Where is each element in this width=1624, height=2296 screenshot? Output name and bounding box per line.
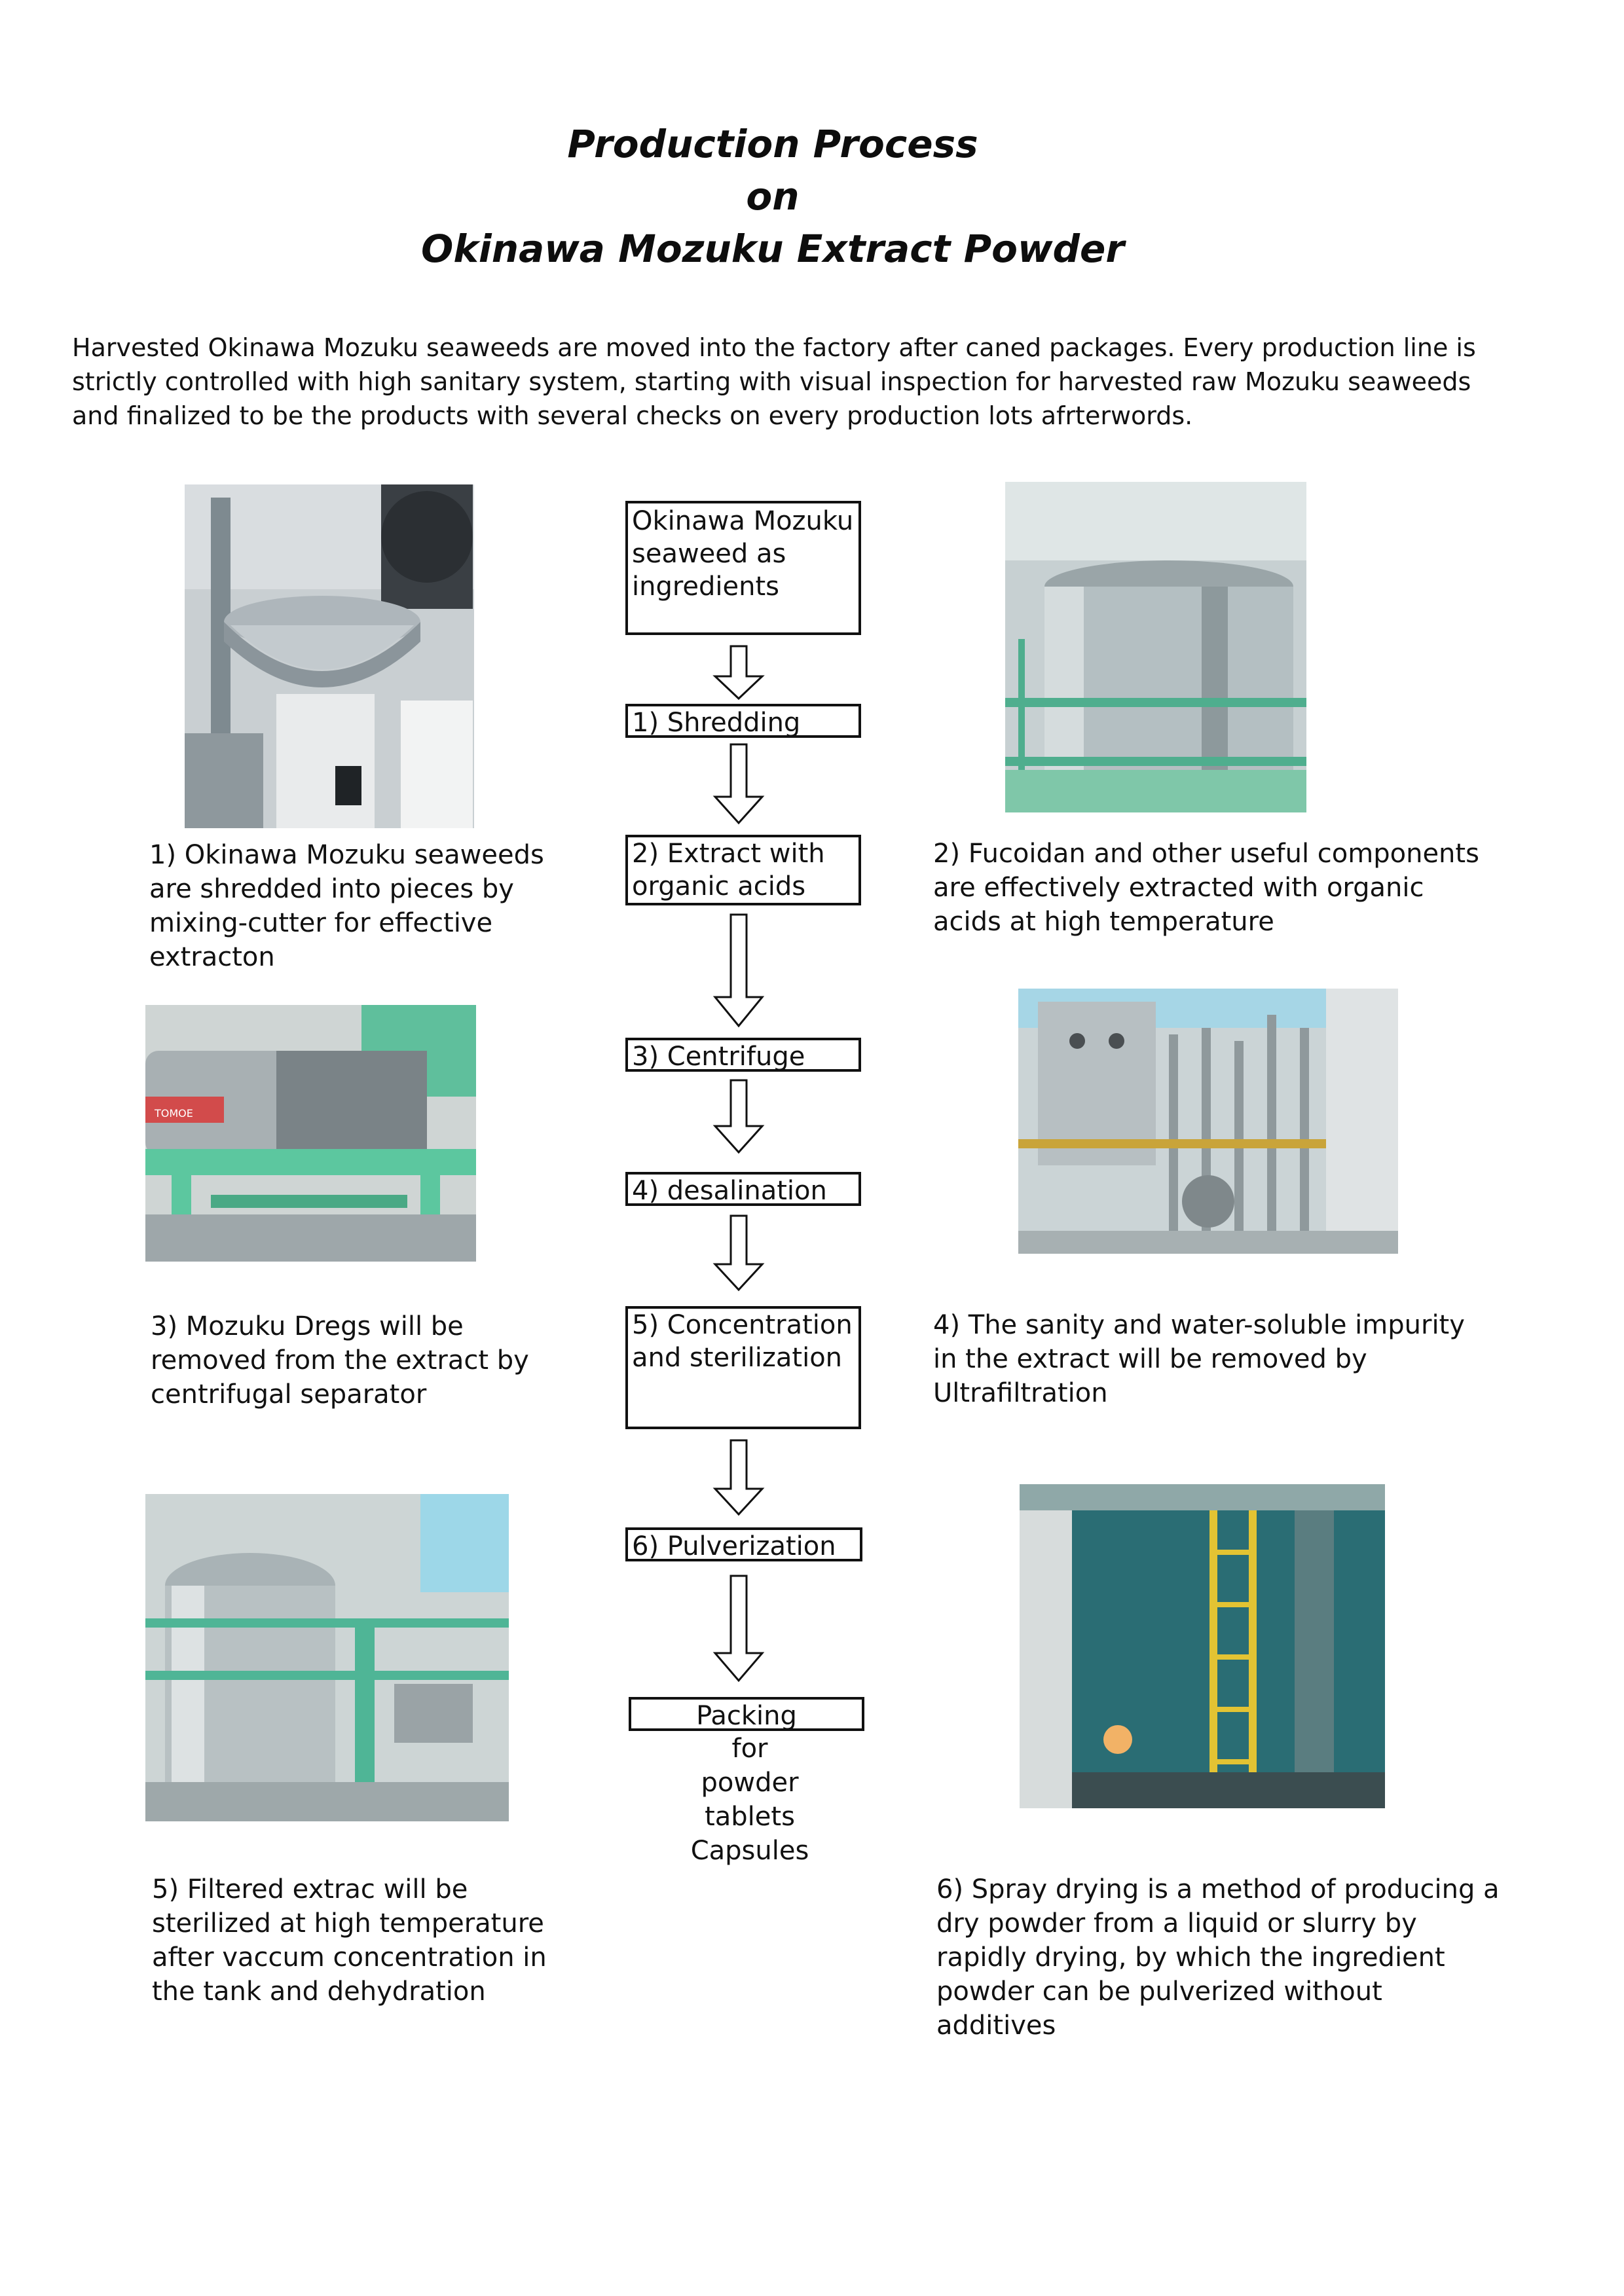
caption-4-line-3: Ultrafiltration xyxy=(933,1378,1108,1408)
mixing-cutter-photo xyxy=(185,484,474,828)
step-2-line-1: 2) Extract with xyxy=(632,839,825,869)
caption-step-4 xyxy=(933,1308,1496,1410)
flow-arrow-down-icon xyxy=(712,913,765,1028)
ingredients-line-3: ingredients xyxy=(632,572,780,602)
step-5-line-1: 5) Concentration xyxy=(632,1310,853,1340)
page-title-line-3: Okinawa Mozuku Extract Powder xyxy=(421,227,1124,271)
ingredients-line-1: Okinawa Mozuku xyxy=(632,506,854,536)
packing-box: Packing xyxy=(629,1697,864,1731)
step-1-shredding-box: 1) Shredding xyxy=(625,704,861,738)
extraction-tank-photo xyxy=(1005,482,1306,812)
machine-label: TOMOE xyxy=(155,1107,193,1120)
flow-arrow-down-icon xyxy=(712,1575,765,1683)
vacuum-concentration-tank-photo xyxy=(145,1494,509,1821)
flow-arrow-down-icon xyxy=(712,1214,765,1292)
step-4-desalination-box: 4) desalination xyxy=(625,1172,861,1206)
ingredients-box xyxy=(625,501,861,635)
spray-dryer-photo xyxy=(1020,1484,1385,1808)
caption-1-line-4: extracton xyxy=(149,942,275,972)
flow-arrow-down-icon xyxy=(712,1079,765,1154)
page-title-line-2: on xyxy=(746,174,800,219)
flow-arrow-down-icon xyxy=(712,743,765,825)
step-6-pulverization-box: 6) Pulverization xyxy=(625,1527,862,1561)
ultrafiltration-unit-photo xyxy=(1018,989,1398,1254)
flow-arrow-down-icon xyxy=(712,1439,765,1516)
caption-step-6 xyxy=(936,1872,1526,2043)
caption-step-1 xyxy=(149,838,555,974)
caption-2-line-2: are effectively extracted with organic xyxy=(933,873,1424,903)
caption-6-line-3: rapidly drying, by which the ingredient xyxy=(936,1942,1445,1973)
caption-step-2 xyxy=(933,837,1496,939)
caption-3-line-3: centrifugal separator xyxy=(151,1379,427,1410)
caption-2-line-3: acids at high temperature xyxy=(933,907,1274,937)
caption-5-line-3: after vaccum concentration in xyxy=(152,1942,547,1973)
caption-4-line-2: in the extract will be removed by xyxy=(933,1344,1367,1374)
packing-tablets: tablets xyxy=(705,1802,795,1832)
caption-step-3 xyxy=(151,1309,557,1412)
caption-3-line-2: removed from the extract by xyxy=(151,1345,529,1376)
caption-4-line-1: 4) The sanity and water-soluble impurity xyxy=(933,1310,1465,1340)
flow-arrow-down-icon xyxy=(712,645,765,701)
step-5-concentration-box xyxy=(625,1306,861,1429)
step-5-line-2: and sterilization xyxy=(632,1343,843,1373)
caption-6-line-5: additives xyxy=(936,2011,1056,2041)
packing-for: for xyxy=(731,1734,768,1764)
caption-step-5 xyxy=(152,1872,571,2009)
caption-1-line-3: mixing-cutter for effective xyxy=(149,908,493,938)
caption-5-line-4: the tank and dehydration xyxy=(152,1977,486,2007)
step-3-centrifuge-box: 3) Centrifuge xyxy=(625,1038,861,1072)
caption-5-line-2: sterilized at high temperature xyxy=(152,1908,544,1939)
step-2-line-2: organic acids xyxy=(632,871,806,902)
caption-6-line-2: dry powder from a liquid or slurry by xyxy=(936,1908,1417,1939)
caption-6-line-1: 6) Spray drying is a method of producing a xyxy=(936,1874,1500,1904)
caption-2-line-1: 2) Fucoidan and other useful components xyxy=(933,839,1479,869)
page-title-line-1: Production Process xyxy=(567,122,978,166)
caption-6-line-4: powder can be pulverized without xyxy=(936,1977,1382,2007)
caption-5-line-1: 5) Filtered extrac will be xyxy=(152,1874,468,1904)
centrifugal-separator-photo xyxy=(145,1005,476,1262)
caption-1-line-1: 1) Okinawa Mozuku seaweeds xyxy=(149,840,544,870)
caption-3-line-1: 3) Mozuku Dregs will be xyxy=(151,1311,464,1341)
packing-powder: powder xyxy=(701,1768,799,1798)
step-2-extract-box xyxy=(625,835,861,905)
intro-paragraph: Harvested Okinawa Mozuku seaweeds are moved into the factory after caned packages. Every production line is strictly controlled with high sanitary system, starting with visual inspection for harvested raw Mozuku seaweeds and finalized to be the products with several checks on every production lots afrterwords. xyxy=(72,333,1476,430)
ingredients-line-2: seaweed as xyxy=(632,539,786,569)
caption-1-line-2: are shredded into pieces by xyxy=(149,874,514,904)
packing-capsules: Capsules xyxy=(690,1836,809,1866)
